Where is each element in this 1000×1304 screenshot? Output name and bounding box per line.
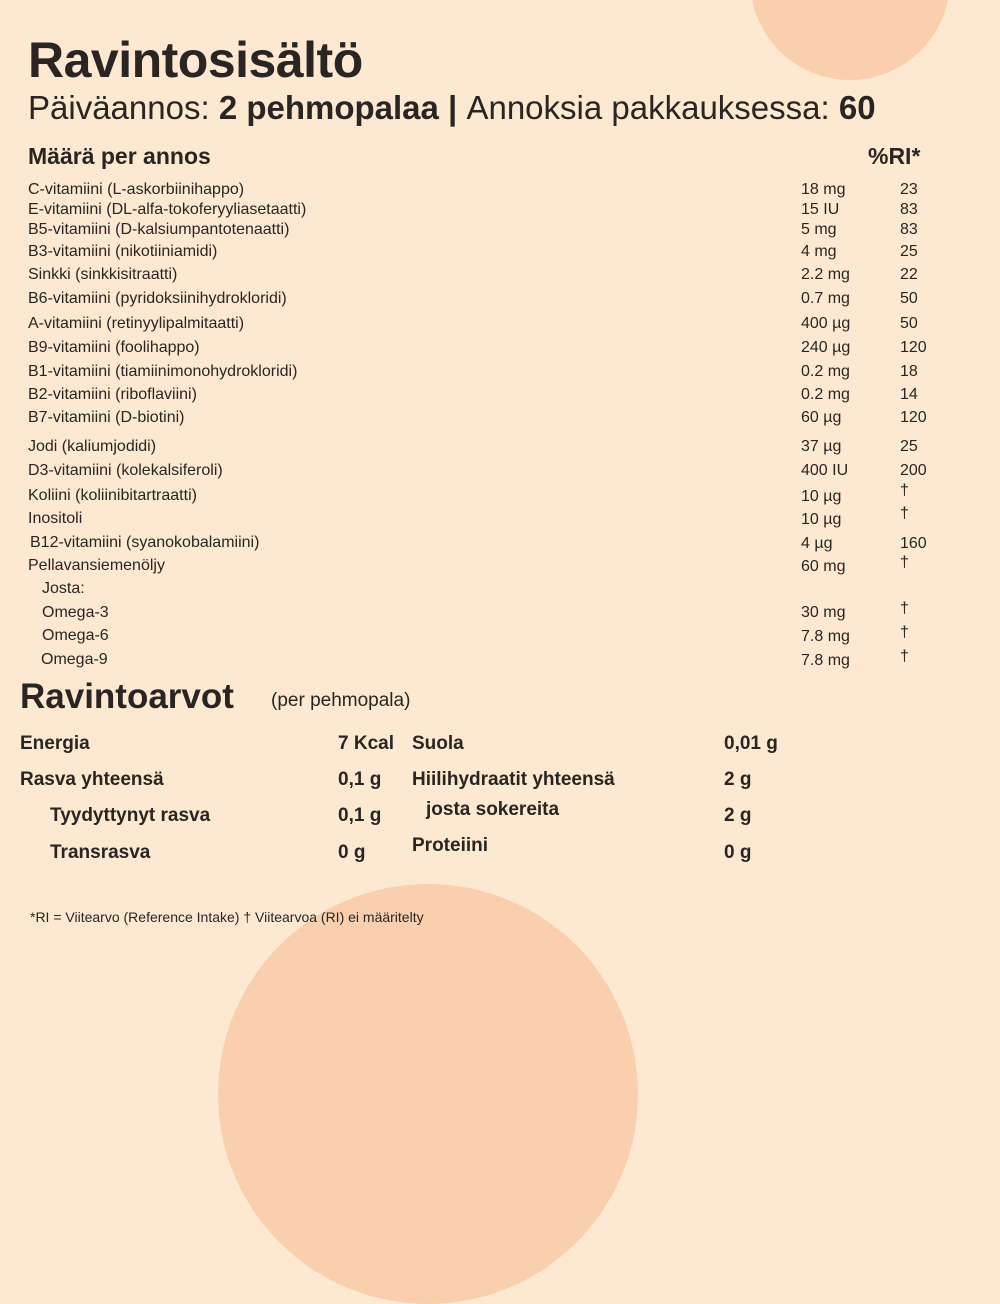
nutrient-name: D3-vitamiini (kolekalsiferoli) — [28, 462, 223, 479]
nutrient-ri: † — [900, 554, 909, 571]
footnote: *RI = Viitearvo (Reference Intake) † Viitearvoa (RI) ei määritelty — [30, 909, 424, 925]
nutrient-name: B3-vitamiini (nikotiiniamidi) — [28, 243, 218, 260]
nutrient-amount: 5 mg — [801, 221, 837, 238]
nutrient-ri: 83 — [900, 221, 918, 238]
nutrient-name: Omega-3 — [42, 604, 109, 621]
serving-label: Päiväannos: — [28, 89, 219, 126]
nutrient-amount: 37 µg — [801, 438, 842, 455]
nutrient-ri: 25 — [900, 243, 918, 260]
nutrient-name: Koliini (koliinibitartraatti) — [28, 487, 197, 504]
nutrient-name: A-vitamiini (retinyylipalmitaatti) — [28, 315, 245, 332]
nutrient-ri: † — [900, 482, 909, 499]
nutrient-ri: † — [900, 624, 909, 641]
nutrient-ri: 23 — [900, 181, 918, 198]
nutrition-label: Energia — [20, 733, 90, 754]
nutrient-ri: † — [900, 505, 909, 522]
nutrient-name: Sinkki (sinkkisitraatti) — [28, 266, 178, 283]
nutrient-name: Jodi (kaliumjodidi) — [28, 438, 157, 455]
nutrition-value: 0,01 g — [724, 733, 778, 754]
nutrient-amount: 10 µg — [801, 511, 842, 528]
ri-header: %RI* — [868, 143, 921, 169]
decorative-circle-bottom — [218, 884, 638, 1304]
nutrient-ri: 200 — [900, 462, 927, 479]
servings-label: Annoksia pakkauksessa: — [466, 89, 839, 126]
servings-value: 60 — [838, 89, 876, 126]
decorative-circle-top — [750, 0, 950, 80]
nutrient-name: B9-vitamiini (foolihappo) — [28, 339, 200, 356]
serving-info — [28, 88, 876, 128]
nutrient-amount: 0.2 mg — [801, 363, 850, 380]
nutrient-amount: 400 µg — [801, 315, 851, 332]
page-title: Ravintosisältö — [28, 32, 363, 88]
nutrient-ri: 160 — [900, 535, 927, 552]
nutrient-ri: 120 — [900, 409, 927, 426]
nutrient-name: B1-vitamiini (tiamiinimonohydrokloridi) — [28, 363, 298, 380]
nutrient-ri: 18 — [900, 363, 918, 380]
nutrient-amount: 240 µg — [801, 339, 851, 356]
nutrition-value: 0,1 g — [338, 805, 382, 826]
separator: | — [438, 89, 467, 126]
nutrient-ri: † — [900, 600, 909, 617]
nutrition-label: Suola — [412, 733, 464, 754]
nutrient-name: B5-vitamiini (D-kalsiumpantotenaatti) — [28, 221, 290, 238]
nutrient-name: B7-vitamiini (D-biotini) — [28, 409, 185, 426]
nutrient-amount: 60 mg — [801, 558, 846, 575]
nutrient-amount: 4 mg — [801, 243, 837, 260]
nutrition-label: josta sokereita — [426, 799, 560, 820]
nutrient-name: Omega-6 — [42, 627, 109, 644]
nutrition-value: 0 g — [724, 842, 752, 863]
nutrition-value: 2 g — [724, 805, 752, 826]
nutrient-amount: 0.7 mg — [801, 290, 850, 307]
nutrient-ri: 83 — [900, 201, 918, 218]
nutrient-ri: 50 — [900, 290, 918, 307]
nutrient-name: B12-vitamiini (syanokobalamiini) — [30, 534, 260, 551]
nutrient-amount: 400 IU — [801, 462, 849, 479]
nutrient-amount: 30 mg — [801, 604, 846, 621]
nutrition-value: 0 g — [338, 842, 366, 863]
nutrient-name: Inositoli — [28, 510, 83, 527]
nutrient-amount: 60 µg — [801, 409, 842, 426]
nutrient-amount: 18 mg — [801, 181, 846, 198]
nutrient-name: Pellavansiemenöljy — [28, 557, 165, 574]
nutrient-amount: 2.2 mg — [801, 266, 850, 283]
nutrition-label: Hiilihydraatit yhteensä — [412, 769, 615, 790]
nutrition-title: Ravintoarvot — [20, 677, 234, 716]
nutrient-name: B6-vitamiini (pyridoksiinihydrokloridi) — [28, 290, 287, 307]
nutrient-amount: 0.2 mg — [801, 386, 850, 403]
nutrition-label: Rasva yhteensä — [20, 769, 164, 790]
nutrient-amount: 15 IU — [801, 201, 840, 218]
nutrition-value: 0,1 g — [338, 769, 382, 790]
nutrient-amount: 7.8 mg — [801, 628, 850, 645]
nutrient-name: Omega-9 — [41, 651, 108, 668]
amount-header: Määrä per annos — [28, 143, 211, 169]
nutrient-ri: 22 — [900, 266, 918, 283]
nutrient-ri: 50 — [900, 315, 918, 332]
nutrient-ri: † — [900, 648, 909, 665]
nutrition-subtitle: (per pehmopala) — [271, 690, 411, 711]
nutrition-label: Proteiini — [412, 835, 489, 856]
nutrient-ri: 120 — [900, 339, 927, 356]
nutrient-ri: 14 — [900, 386, 918, 403]
nutrition-label: Transrasva — [50, 842, 151, 863]
nutrient-ri: 25 — [900, 438, 918, 455]
nutrient-name: B2-vitamiini (riboflaviini) — [28, 386, 197, 403]
nutrient-name: E-vitamiini (DL-alfa-tokoferyyliasetaatti) — [28, 201, 307, 218]
nutrition-value: 2 g — [724, 769, 752, 790]
nutrient-name: C-vitamiini (L-askorbiinihappo) — [28, 181, 245, 198]
subgroup-label: Josta: — [42, 580, 85, 597]
nutrition-value: 7 Kcal — [338, 733, 394, 754]
nutrition-label: Tyydyttynyt rasva — [50, 805, 211, 826]
nutrient-amount: 10 µg — [801, 488, 842, 505]
nutrient-amount: 7.8 mg — [801, 652, 850, 669]
nutrient-amount: 4 µg — [801, 535, 833, 552]
serving-value: 2 pehmopalaa — [218, 89, 439, 126]
